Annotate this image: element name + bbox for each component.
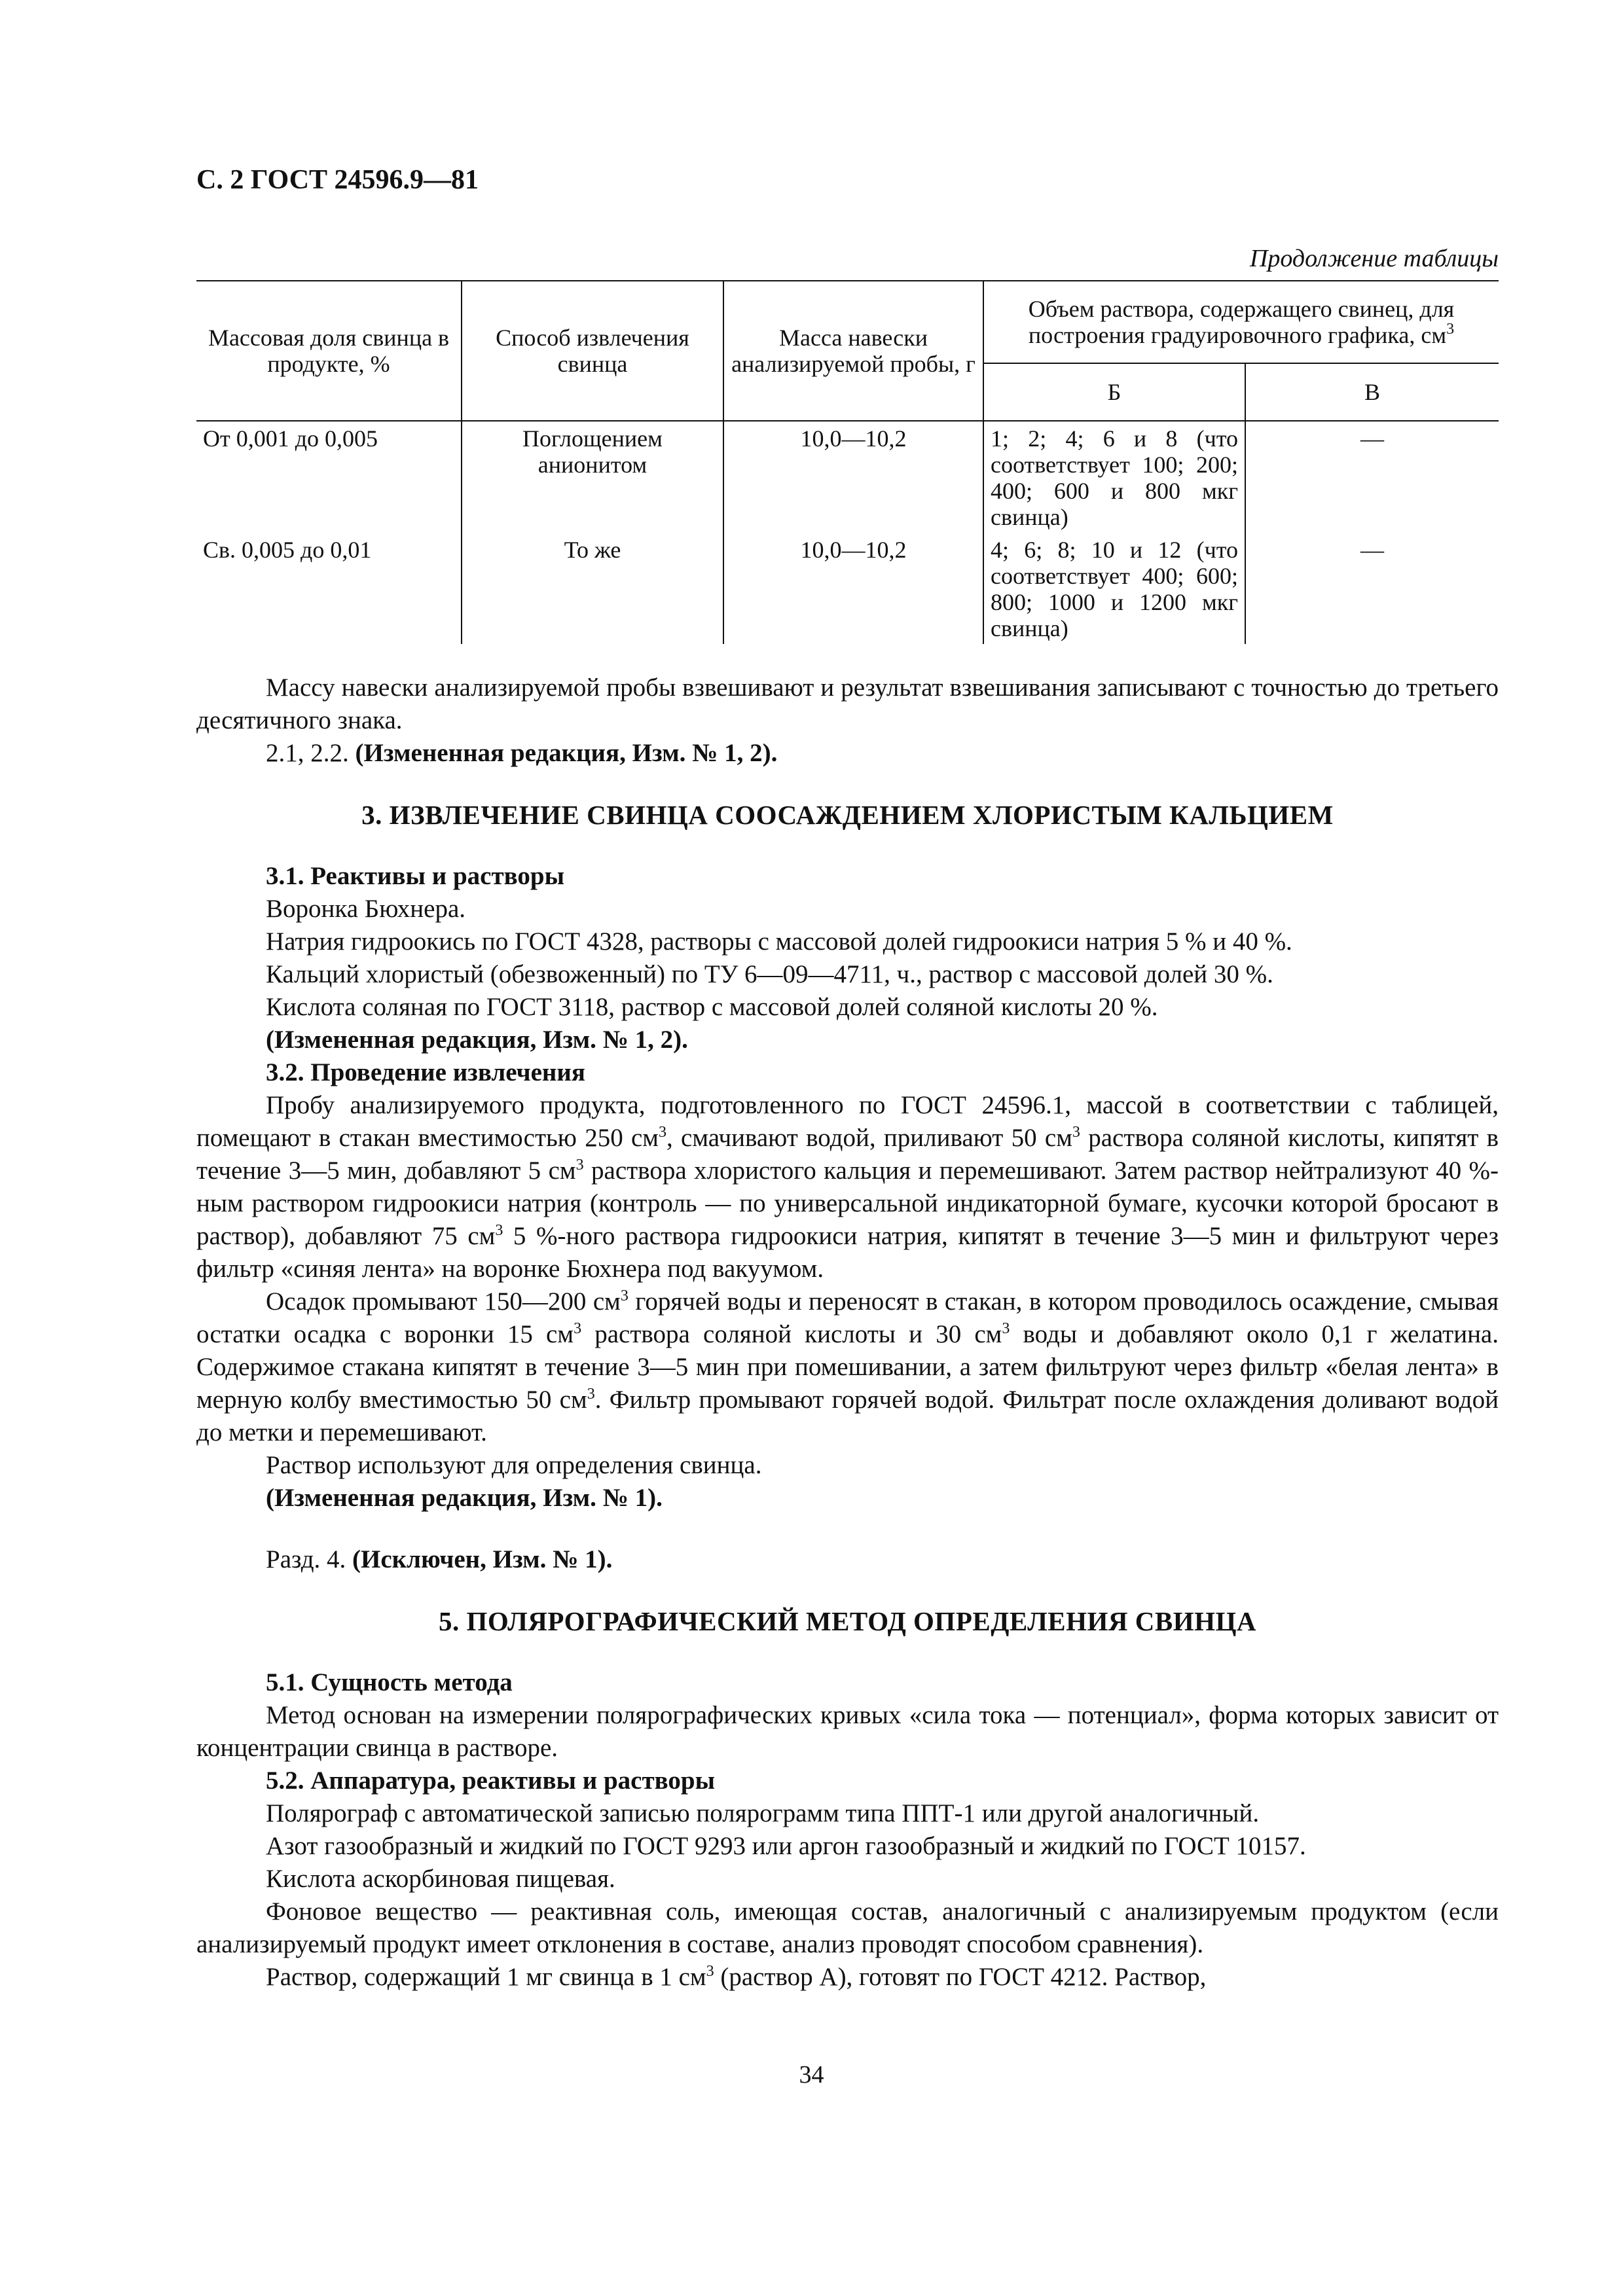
cell-method: Поглощением анионитом	[462, 421, 723, 533]
section-4-bold: (Исключен, Изм. № 1).	[352, 1545, 613, 1573]
superscript: 3	[574, 1320, 582, 1337]
superscript: 3	[706, 1963, 714, 1980]
text-run: раствора соляной кислоты, кипятят в течение 3—5 мин, добавляют 5 см	[196, 1124, 1499, 1185]
subsection-3-2-title: 3.2. Проведение извлечения	[266, 1058, 585, 1086]
list-item: Воронка Бюхнера.	[266, 895, 466, 923]
cell-volume-b: 1; 2; 4; 6 и 8 (что соответствует 100; 200; 400; 600 и 800 мкг свинца)	[983, 421, 1245, 533]
paragraph-method-essence: Метод основан на измерении полярографических кривых «сила тока — потенциал», форма которых зависит от концентрации свинца в растворе.	[196, 1701, 1499, 1762]
text-run: Раствор, содержащий 1 мг свинца в 1 см	[266, 1963, 706, 1991]
subsection-3-1-title: 3.1. Реактивы и растворы	[266, 862, 565, 890]
page-number: 34	[799, 2061, 824, 2089]
amendment-ref-3-2: (Измененная редакция, Изм. № 1).	[266, 1484, 663, 1512]
text-run: 5 %-ного раствора гидроокиси натрия, кипятят в течение 3—5 мин и фильтруют через фильтр «синяя лента» на воронке Бюхнера под вакуумом.	[196, 1222, 1499, 1283]
superscript: 3	[587, 1386, 595, 1403]
text-run: горячей воды и переносят в стакан, в котором проводилось осаждение, смывая остатки осадка с воронки 15 см	[196, 1287, 1499, 1348]
table-row	[196, 533, 1499, 644]
calibration-table	[196, 280, 1499, 644]
table-row	[196, 421, 1499, 533]
paragraph-extraction-2	[196, 1285, 1499, 1449]
paragraph-weighing: Массу навески анализируемой пробы взвешивают и результат взвешивания записывают с точностью до третьего десятичного знака.	[196, 673, 1499, 734]
superscript: 3	[575, 1157, 584, 1174]
table-continuation-caption: Продолжение таблицы	[1249, 245, 1499, 272]
superscript: 3	[1002, 1320, 1010, 1337]
cell-method: То же	[462, 533, 723, 644]
superscript: 3	[1072, 1124, 1080, 1141]
text-run: раствора соляной кислоты и 30 см	[581, 1320, 1002, 1348]
amendment-ref-3-1: (Измененная редакция, Изм. № 1, 2).	[266, 1026, 688, 1054]
col-header-volume-text: Объем раствора, содержащего свинец, для построения градуировочного графика, см	[1028, 295, 1455, 348]
paragraph-solution-a	[196, 1961, 1499, 1994]
col-header-volume-sup: 3	[1446, 320, 1455, 338]
text-run: . Фильтр промывают горячей водой. Фильтрат после охлаждения доливают водой до метки и перемешивают.	[196, 1386, 1499, 1446]
list-item: Полярограф с автоматической записью полярограмм типа ППТ-1 или другой аналогичный.	[266, 1799, 1260, 1827]
cell-volume-b: 4; 6; 8; 10 и 12 (что соответствует 400; 600; 800; 1000 и 1200 мкг свинца)	[983, 533, 1245, 644]
section-4-prefix: Разд. 4.	[266, 1545, 346, 1573]
cell-volume-v: —	[1360, 425, 1384, 452]
paragraph-extraction-1	[196, 1089, 1499, 1285]
cell-fraction: Св. 0,005 до 0,01	[196, 533, 462, 644]
subsection-5-2-title: 5.2. Аппаратура, реактивы и растворы	[266, 1767, 716, 1795]
amendment-ref-2	[266, 737, 1499, 770]
cell-mass: 10,0—10,2	[723, 421, 983, 533]
list-item: Кислота соляная по ГОСТ 3118, раствор с массовой долей соляной кислоты 20 %.	[266, 993, 1158, 1021]
section-3-title: 3. ИЗВЛЕЧЕНИЕ СВИНЦА СООСАЖДЕНИЕМ ХЛОРИСТЫМ КАЛЬЦИЕМ	[361, 800, 1334, 830]
superscript: 3	[495, 1222, 503, 1239]
col-header-fraction: Массовая доля свинца в продукте, %	[196, 281, 462, 421]
text-run: воды и добавляют около 0,1 г желатина. Содержимое стакана кипятят в течение 3—5 мин при помешивании, а затем фильтруют через фильтр «белая лента» в мерную колбу вместимостью 50 см	[196, 1320, 1499, 1414]
amendment-ref-bold: (Измененная редакция, Изм. № 1, 2).	[355, 739, 778, 767]
text-run: , смачивают водой, приливают 50 см	[666, 1124, 1072, 1152]
text-run: Осадок промывают 150—200 см	[266, 1287, 621, 1316]
paragraph-background-substance: Фоновое вещество — реактивная соль, имеющая состав, аналогичный с анализируемым продуктом (если анализируемый продукт имеет отклонения в составе, анализ проводят способом сравнения).	[196, 1897, 1499, 1958]
col-header-volume	[983, 281, 1499, 363]
superscript: 3	[658, 1124, 666, 1141]
section-4-excluded	[266, 1543, 1499, 1576]
cell-volume-v: —	[1360, 537, 1384, 563]
amendment-ref-prefix: 2.1, 2.2.	[266, 739, 349, 767]
subheader-b: Б	[983, 363, 1245, 421]
subsection-5-1-title: 5.1. Сущность метода	[266, 1668, 513, 1696]
paragraph-extraction-3: Раствор используют для определения свинца.	[266, 1451, 762, 1479]
list-item: Азот газообразный и жидкий по ГОСТ 9293 или аргон газообразный и жидкий по ГОСТ 10157.	[266, 1832, 1306, 1860]
text-run: (раствор А), готовят по ГОСТ 4212. Раствор,	[714, 1963, 1207, 1991]
col-header-mass: Масса навески анализируемой пробы, г	[723, 281, 983, 421]
cell-fraction: От 0,001 до 0,005	[196, 421, 462, 533]
section-5-title: 5. ПОЛЯРОГРАФИЧЕСКИЙ МЕТОД ОПРЕДЕЛЕНИЯ СВИНЦА	[438, 1606, 1257, 1636]
list-item: Кислота аскорбиновая пищевая.	[266, 1865, 615, 1893]
list-item: Натрия гидроокись по ГОСТ 4328, растворы с массовой долей гидроокиси натрия 5 % и 40 %.	[266, 927, 1292, 956]
text-run: раствора хлористого кальция и перемешивают. Затем раствор нейтрализуют 40 %-ным раствором гидроокиси натрия (контроль — по универсальной индикаторной бумаге, кусочки которой бросают в раствор), добавляют 75 см	[196, 1157, 1499, 1250]
text-run: Пробу анализируемого продукта, подготовленного по ГОСТ 24596.1, массой в соответствии с таблицей, помещают в стакан вместимостью 250 см	[196, 1091, 1499, 1152]
superscript: 3	[620, 1287, 629, 1304]
subheader-v: В	[1245, 363, 1499, 421]
cell-mass: 10,0—10,2	[723, 533, 983, 644]
list-item: Кальций хлористый (обезвоженный) по ТУ 6—09—4711, ч., раствор с массовой долей 30 %.	[266, 960, 1273, 988]
col-header-method: Способ извлечения свинца	[462, 281, 723, 421]
page-header: С. 2 ГОСТ 24596.9—81	[196, 165, 479, 195]
